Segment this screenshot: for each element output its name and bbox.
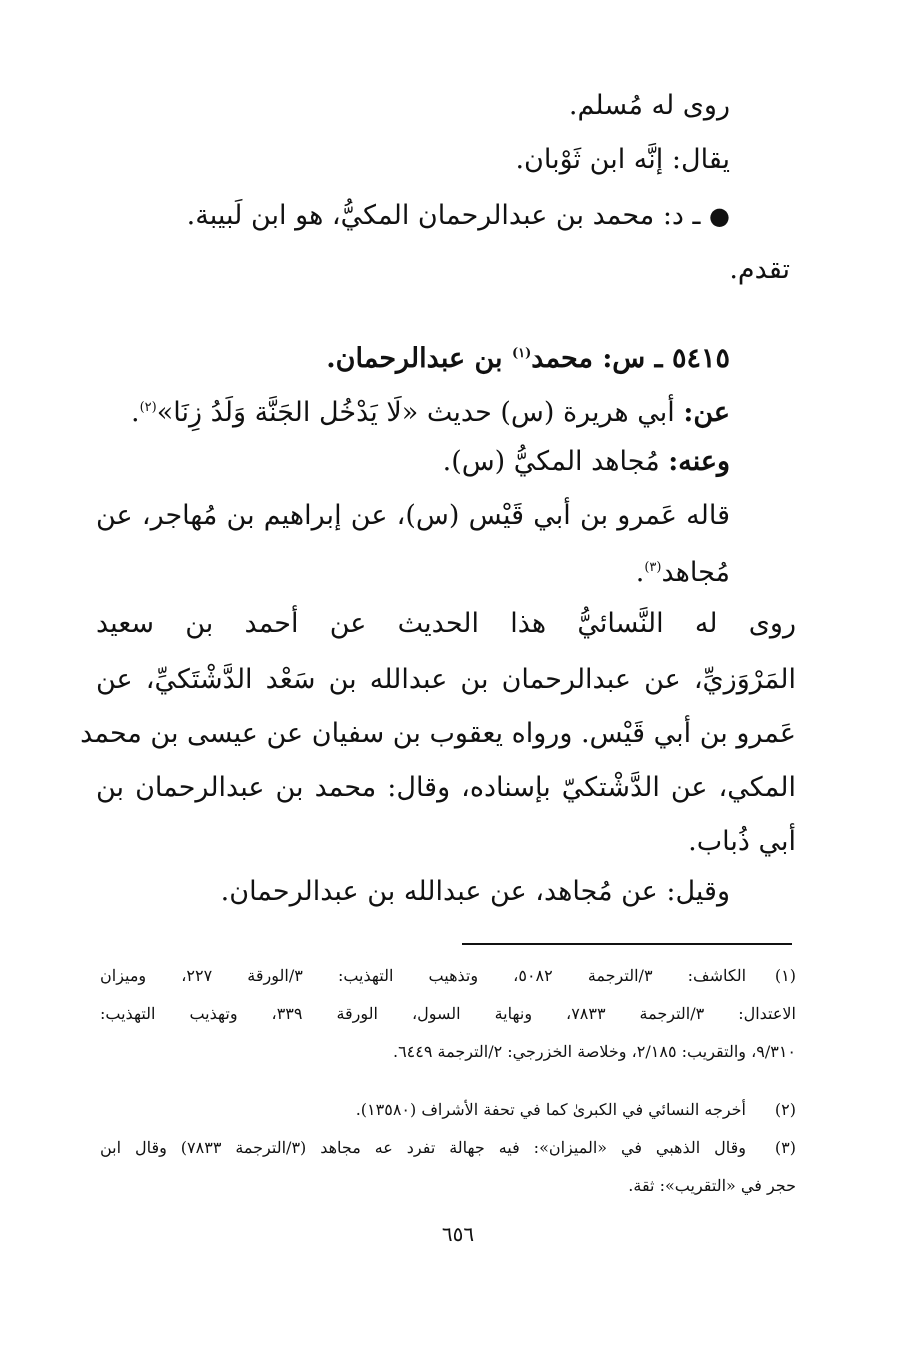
line-end: . (130, 397, 140, 428)
line-text: روى له مُسلم. (568, 90, 730, 121)
entry-heading (326, 334, 730, 379)
text-line-1 (569, 86, 730, 126)
line-text: روى له النَّسائيُّ هذا الحديث عن أحمد بن سعيد (96, 608, 796, 639)
footnote-ref-1: (١) (511, 346, 532, 361)
footnote-number-2: (٢) (774, 1100, 796, 1119)
footnote-3-line-2: حجر في «التقريب»: ثقة. (628, 1176, 796, 1195)
footnote-ref-2: (٢) (139, 400, 157, 415)
line-text: مُجاهد (661, 557, 730, 588)
line-text: أبي ذُباب. (688, 826, 796, 857)
text-line-11 (96, 660, 796, 700)
footnote-separator (462, 943, 792, 945)
footnote-number-3: (٣) (774, 1138, 796, 1157)
bullet-icon: ● (709, 202, 730, 230)
footnote-ref-3: (٣) (644, 560, 662, 575)
line-text: المكي، عن الدَّشْتكيّ بإسناده، وقال: محمد بن عبدالرحمان بن (96, 772, 796, 803)
text-line-narrators (443, 442, 730, 482)
footnote-2-line-1: أخرجه النسائي في الكبرىٰ كما في تحفة الأشراف (١٣٥٨٠). (355, 1100, 746, 1119)
line-text: مُجاهد المكيُّ (س). (442, 446, 669, 477)
line-text: ـ د: محمد بن عبدالرحمان المكيُّ، هو ابن لَبيبة. (186, 200, 701, 231)
text-line-2 (515, 140, 730, 180)
from-label: عن: (683, 397, 730, 428)
line-text: المَرْوَزيِّ، عن عبدالرحمان بن عبدالله بن سَعْد الدَّشْتَكيِّ، عن (96, 664, 796, 695)
line-end: . (635, 557, 645, 588)
entry-number-name: ٥٤١٥ ـ س: محمد (531, 343, 730, 374)
footnote-1-line-3: ٩/٣١٠، والتقريب: ٢/١٨٥، وخلاصة الخزرجي: ٢/الترجمة ٦٤٤٩. (392, 1042, 796, 1061)
text-line-8 (96, 496, 730, 536)
text-line-13 (96, 768, 796, 808)
text-line-10 (96, 604, 796, 644)
footnote-1-line-2: الاعتدال: ٣/الترجمة ٧٨٣٣، ونهاية السول، الورقة ٣٣٩، وتهذيب التهذيب: (100, 1004, 796, 1023)
text-line-15 (221, 872, 730, 912)
narrators-label: وعنه: (668, 446, 730, 477)
line-text: يقال: إنَّه ابن ثَوْبان. (515, 144, 730, 175)
footnote-1-line-1: الكاشف: ٣/الترجمة ٥٠٨٢، وتذهيب التهذيب: ٣/الورقة ٢٢٧، وميزان (100, 966, 747, 985)
text-line-4 (729, 250, 790, 290)
page-number: ٦٥٦ (441, 1222, 475, 1246)
text-line-14 (688, 822, 796, 862)
line-text: تقدم. (729, 254, 790, 285)
line-text: أبي هريرة (س) حديث «لَا يَدْخُل الجَنَّة وَلَدُ زِنَا» (156, 397, 684, 428)
entry-name-rest: بن عبدالرحمان. (326, 343, 512, 374)
text-line-12 (80, 714, 796, 754)
text-line-9 (636, 548, 730, 593)
line-text: عَمرو بن أبي قَيْس. ورواه يعقوب بن سفيان عن عيسى بن محمد (80, 718, 796, 749)
text-line-3 (187, 196, 730, 236)
text-line-from (131, 388, 730, 433)
line-text: قاله عَمرو بن أبي قَيْس (س)، عن إبراهيم بن مُهاجر، عن (96, 500, 730, 531)
footnote-number-1: (١) (774, 966, 796, 985)
line-text: وقيل: عن مُجاهد، عن عبدالله بن عبدالرحمان. (220, 876, 730, 907)
footnote-3-line-1: وقال الذهبي في «الميزان»: فيه جهالة تفرد عه مجاهد (٣/الترجمة ٧٨٣٣) وقال ابن (100, 1138, 747, 1157)
